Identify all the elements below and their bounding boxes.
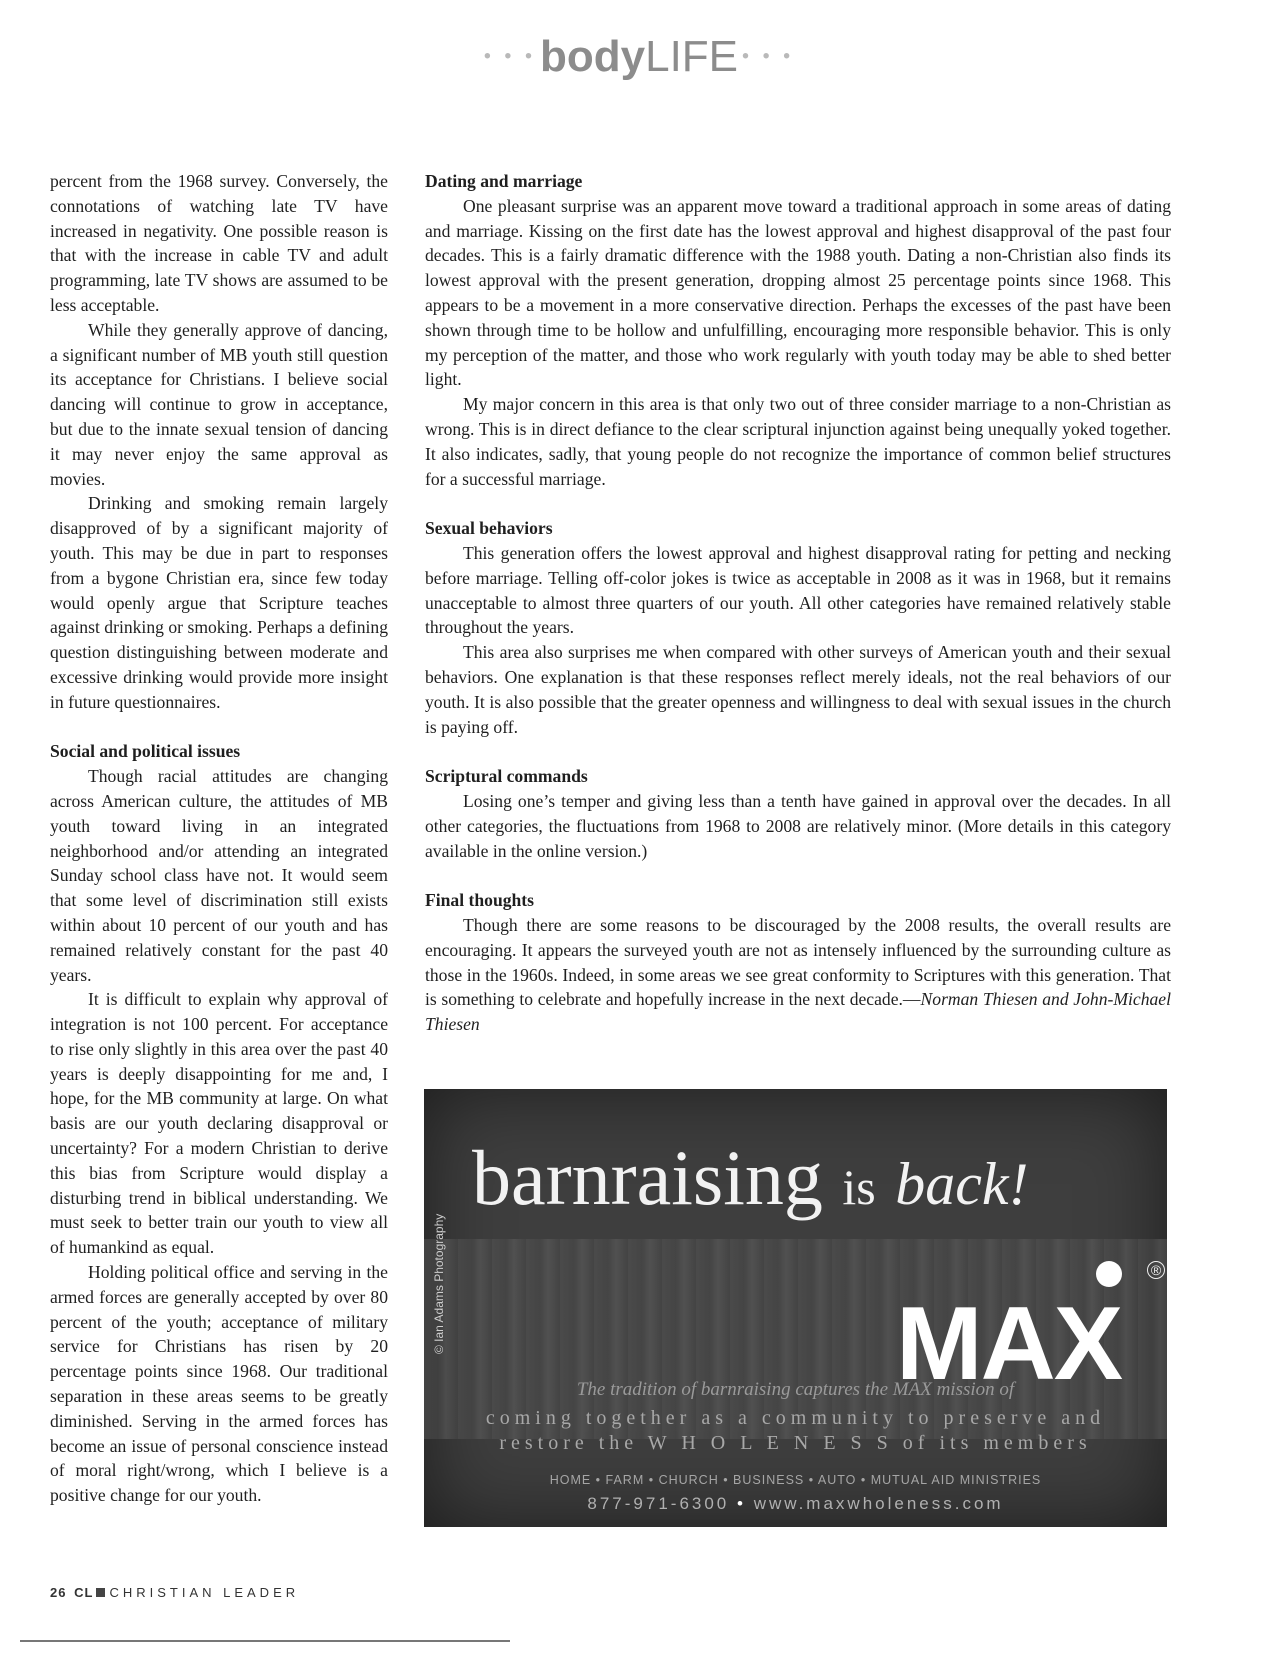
ad-separator: • xyxy=(737,1494,746,1513)
photo-credit: © Ian Adams Photography xyxy=(432,1213,446,1354)
ad-website-link[interactable]: www.maxwholeness.com xyxy=(753,1494,1004,1513)
paragraph: Drinking and smoking remain largely disapproved of by a significant majority of youth. This may be due in part to responses from a bygone Christian era, since few today would openly argue that Scripture teaches against drinking or smoking. Perhaps a defining question distinguishing between moderate and excessive drinking would provide more insight in future questionnaires. xyxy=(50,493,388,712)
section-header xyxy=(0,32,1278,82)
ad-tagline-1: The tradition of barnraising captures the MAX mission of xyxy=(576,1379,1015,1400)
header-dots-right: • • • xyxy=(742,45,795,68)
page-number: 26 xyxy=(50,1585,67,1600)
footer-rule xyxy=(20,1640,510,1642)
subheading-final-thoughts: Final thoughts xyxy=(425,890,535,911)
publication-name: CHRISTIAN LEADER xyxy=(109,1585,300,1600)
paragraph: While they generally approve of dancing, a significant number of MB youth still question its acceptance for Christians. I believe social dancing will continue to grow in acceptance, but due to the innate sexual tension of dancing it may never enjoy the same approval as movies. xyxy=(50,319,388,489)
section-title xyxy=(540,32,738,81)
ad-headline-word: barnraising xyxy=(472,1134,823,1221)
subheading-dating-marriage: Dating and marriage xyxy=(425,171,583,191)
subheading-scriptural-commands: Scriptural commands xyxy=(425,766,588,787)
subheading-sexual-behaviors: Sexual behaviors xyxy=(425,518,553,539)
paragraph: This generation offers the lowest approval and highest disapproval rating for petting and necking before marriage. Telling off-color jokes is twice as acceptable in 2008 as it was in 1968, but it remains unacceptable to almost three quarters of our youth. All other categories have remained relatively stable throughout the years. xyxy=(425,542,1171,638)
publication-abbrev: CL xyxy=(74,1585,94,1600)
paragraph: percent from the 1968 survey. Conversely, the connotations of watching late TV have increased in negativity. One possible reason is that with the increase in cable TV and adult programming, late TV shows are assumed to be less acceptable. xyxy=(50,171,388,315)
paragraph: It is difficult to explain why approval of integration is not 100 percent. For acceptance to rise only slightly in this area over the past 40 years is deeply disappointing for me and, I hope, for the MB community at large. On what basis are our youth declaring disapproval or uncertainty? For a modern Christian to derive this bias from Scripture would display a disturbing trend in biblical understanding. We must seek to better train our youth to view all of humankind as equal. xyxy=(50,989,388,1258)
ad-categories: HOME • FARM • CHURCH • BUSINESS • AUTO • MUTUAL AID MINISTRIES xyxy=(549,1473,1042,1487)
paragraph xyxy=(425,913,1171,1037)
right-column xyxy=(425,169,1171,1037)
paragraph: Holding political office and serving in the armed forces are generally accepted by over 80 percent of the youth; acceptance of military service for Christians has risen by 20 percentage points since 1968. Our traditional separation in these areas seems to be greatly diminished. Serving in the armed forces has become an issue of personal conscience instead of moral right/wrong, which I believe is a positive change for our youth. xyxy=(50,1262,388,1506)
max-logo: MAX xyxy=(896,1286,1122,1402)
logo-dot-icon xyxy=(1096,1261,1122,1287)
ad-headline xyxy=(472,1133,1029,1223)
ad-tagline-2: coming together as a community to preserve and xyxy=(485,1407,1106,1429)
ad-contact xyxy=(424,1494,1167,1514)
paragraph: Though racial attitudes are changing across American culture, the attitudes of MB youth toward living in an integrated neighborhood and/or attending an integrated Sunday school class have not. It would seem that some level of discrimination still exists within about 10 percent of our youth and has remained relatively constant for the past 40 years. xyxy=(50,766,388,985)
ad-headline-is: is xyxy=(842,1159,876,1215)
paragraph: This area also surprises me when compared with other surveys of American youth and their sexual behaviors. One explanation is that these responses reflect merely ideals, not the real behaviors of our youth. It is also possible that the greater openness and willingness to deal with sexual issues in the church is paying off. xyxy=(425,642,1171,737)
author-signature: Norman Thiesen and John-Michael Thiesen xyxy=(425,989,1172,1035)
paragraph: Losing one’s temper and giving less than a tenth have gained in approval over the decades. In all other categories, the fluctuations from 1968 to 2008 are relatively minor. (More details in this category available in the online version.) xyxy=(425,790,1171,861)
max-advertisement[interactable] xyxy=(424,1089,1167,1527)
ad-headline-back: back! xyxy=(895,1151,1029,1217)
header-dots-left: • • • xyxy=(483,45,536,68)
registered-mark: ® xyxy=(1147,1261,1165,1279)
footer-square-icon xyxy=(96,1588,105,1597)
final-paragraph-text: Though there are some reasons to be discouraged by the 2008 results, the overall results are encouraging. It appears the surveyed youth are not as intensely influenced by the surrounding culture as those in the 1960s. Indeed, in some areas we see great conformity to Scriptures with this generation. That is something to celebrate and hopefully increase in the next decade.— xyxy=(425,914,1171,1010)
section-title-bold: body xyxy=(539,32,646,81)
subheading-social-political: Social and political issues xyxy=(50,741,241,762)
ad-tagline-3: restore the W H O L E N E S S of its members xyxy=(499,1432,1092,1454)
section-title-light: LIFE xyxy=(645,32,739,81)
paragraph: My major concern in this area is that only two out of three consider marriage to a non-Christian as wrong. This is in direct defiance to the clear scriptural injunction against being unequally yoked together. It also indicates, sadly, that young people do not recognize the importance of common belief structures for a successful marriage. xyxy=(425,394,1171,489)
ad-phone: 877-971-6300 xyxy=(587,1494,730,1513)
paragraph: One pleasant surprise was an apparent move toward a traditional approach in some areas of dating and marriage. Kissing on the first date has the lowest approval and highest disapproval of the past four decades. This is a fairly dramatic difference with the 1988 youth. Dating a non-Christian also finds its lowest approval with the present generation, dropping almost 25 percentage points since 1968. This appears to be a movement in a more conservative direction. Perhaps the excesses of the past have been shown through time to be hollow and unfulfilling, encouraging more responsible behavior. This is only my perception of the matter, and those who work regularly with youth today may be able to shed better light. xyxy=(425,195,1171,390)
left-column xyxy=(50,169,388,1508)
page-footer xyxy=(50,1585,299,1600)
